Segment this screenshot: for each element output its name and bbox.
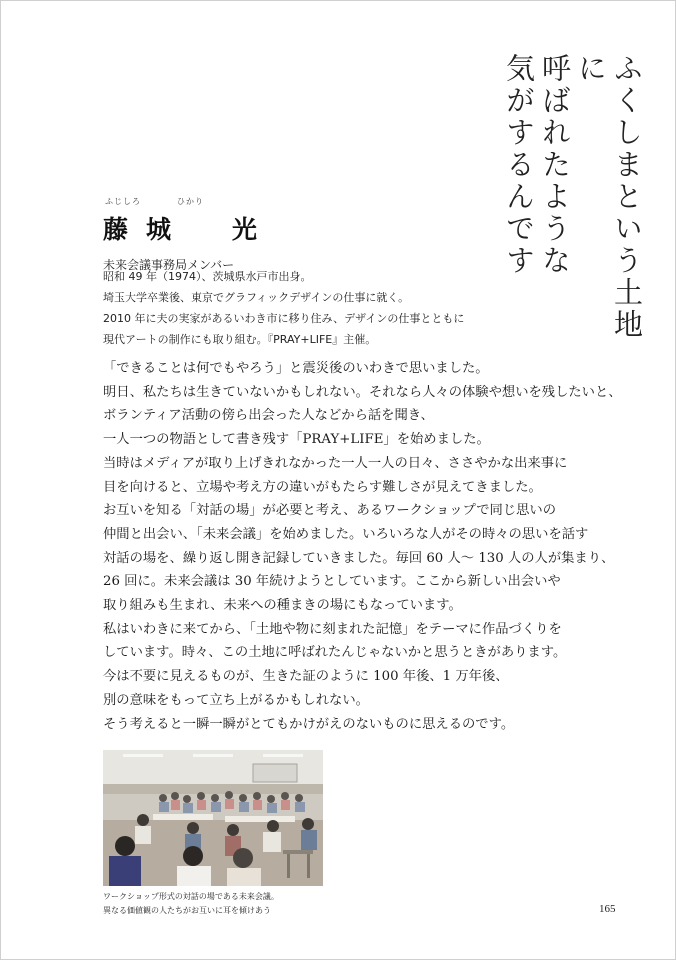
body-line: そう考えると一瞬一瞬がとてもかけがえのないものに思えるのです。 xyxy=(103,716,515,732)
meeting-photo xyxy=(103,750,323,886)
body-line: 今は不要に見えるものが、生きた証のように 100 年後、1 万年後、 xyxy=(103,669,509,685)
ruby-family-name: ふじしろ xyxy=(105,197,141,206)
author-block xyxy=(103,196,275,273)
body-line: 取り組みも生まれ、未来への種まきの場にもなっています。 xyxy=(103,598,462,614)
profile-line: 埼玉大学卒業後、東京でグラフィックデザインの仕事に就く。 xyxy=(103,291,410,304)
profile-line: 昭和 49 年（1974）、茨城県水戸市出身。 xyxy=(103,270,312,283)
body-line: ボランティア活動の傍ら出会った人などから話を聞き、 xyxy=(103,408,434,424)
author-profile xyxy=(103,266,563,350)
author-role: 未来会議事務局メンバー xyxy=(103,258,235,272)
body-line: 別の意味をもって立ち上がるかもしれない。 xyxy=(103,692,369,708)
photo-caption xyxy=(103,890,279,918)
body-line: 26 回に。未来会議は 30 年続けようとしています。ここから新しい出会いや xyxy=(103,574,561,590)
name-ruby xyxy=(103,196,223,208)
page-number: 165 xyxy=(599,903,616,915)
body-line: 対話の場を、繰り返し開き記録していきました。毎回 60 人～ 130 人の人が集まり、 xyxy=(103,550,615,566)
ruby-given-name: ひかり xyxy=(177,197,204,206)
profile-line: 2010 年に夫の実家があるいわき市に移り住み、デザインの仕事とともに xyxy=(103,312,465,325)
title-line-1: ふくしまという土地に xyxy=(574,53,644,341)
body-line: 私はいわきに来てから、「土地や物に刻まれた記憶」をテーマに作品づくりを xyxy=(103,621,562,637)
caption-line: 異なる価値観の人たちがお互いに耳を傾けあう xyxy=(103,906,271,915)
body-line: お互いを知る「対話の場」が必要と考え、あるワークショップで同じ思いの xyxy=(103,503,557,519)
body-text xyxy=(103,357,623,736)
body-line: しています。時々、この土地に呼ばれたんじゃないかと思うときがあります。 xyxy=(103,645,567,661)
title-line-2: 呼ばれたような xyxy=(538,53,572,277)
author-name: 藤城 光 xyxy=(103,215,276,244)
body-line: 明日、私たちは生きていないかもしれない。それなら人々の体験や想いを残したいと、 xyxy=(103,384,622,400)
body-line: 当時はメディアが取り上げきれなかった一人一人の日々、ささやかな出来事に xyxy=(103,455,568,471)
body-line: 一人一つの物語として書き残す「PRAY+LIFE」を始めました。 xyxy=(103,432,490,448)
body-line: 目を向けると、立場や考え方の違いがもたらす難しさが見えてきました。 xyxy=(103,479,542,495)
body-line: 「できることは何でもやろう」と震災後のいわきで思いました。 xyxy=(103,361,489,376)
caption-line: ワークショップ形式の対話の場である未来会議。 xyxy=(103,892,279,901)
title-line-3: 気がするんです xyxy=(502,53,536,277)
profile-line: 現代アートの制作にも取り組む。『PRAY+LIFE』主催。 xyxy=(103,333,377,346)
body-line: 仲間と出会い、「未来会議」を始めました。いろいろな人がその時々の思いを話す xyxy=(103,526,589,542)
